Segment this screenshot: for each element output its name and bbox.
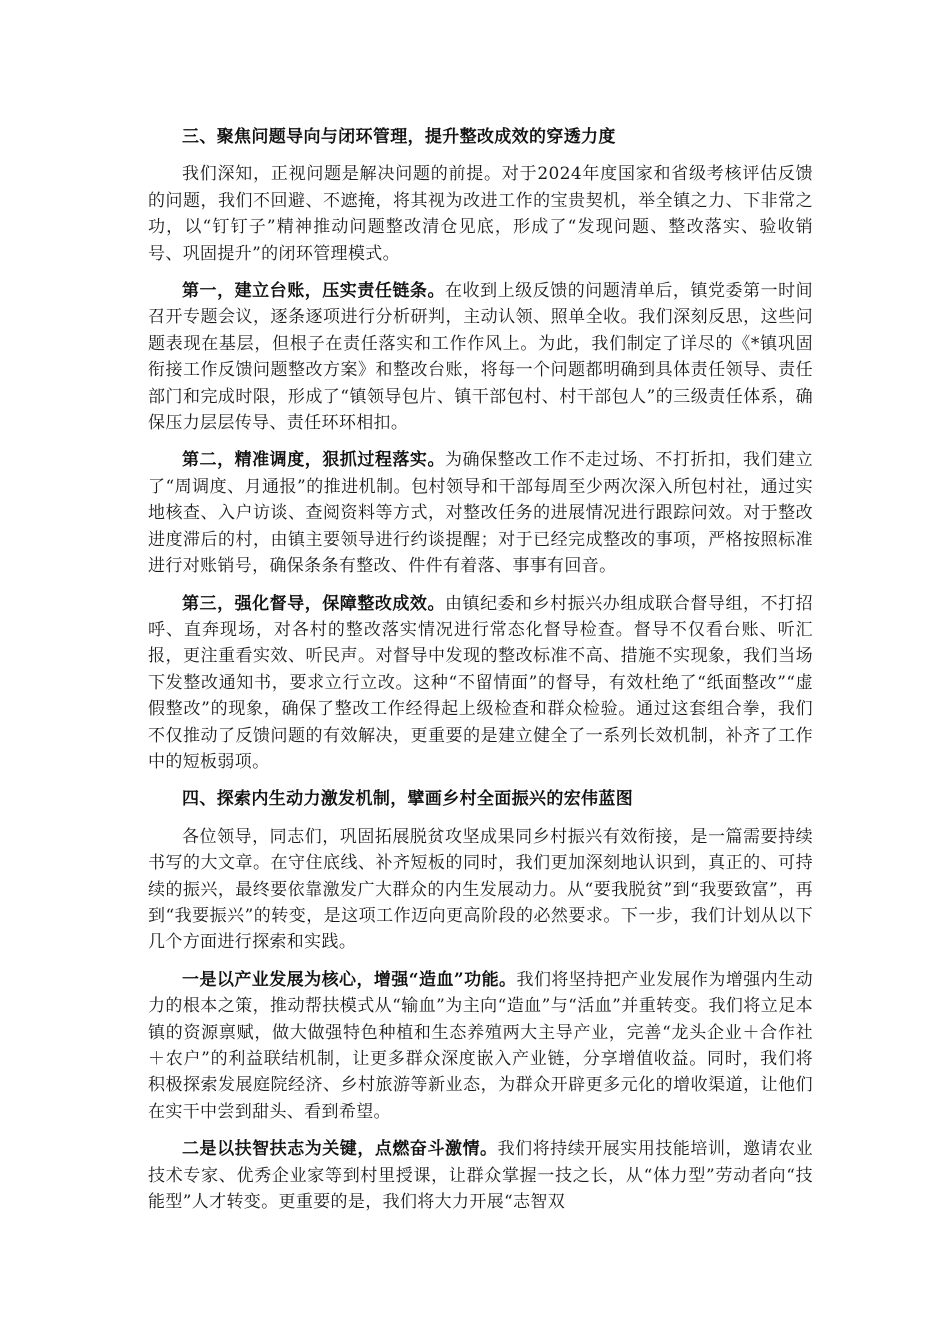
section-4-intro: 各位领导，同志们，巩固拓展脱贫攻坚成果同乡村振兴有效衔接，是一篇需要持续书写的大文章。在守住底线、补齐短板的同时，我们更加深刻地认识到，真正的、可持续的振兴，最终要依靠激发广大群众的内生发展动力。从“要我脱贫”到“我要致富”，再到“我要振兴”的转变，是这项工作迈向更高阶段的必然要求。下一步，我们计划从以下几个方面进行探索和实践。 xyxy=(148,826,813,953)
section-3-point-1 xyxy=(148,278,813,436)
point-lead: 第二，精准调度，狠抓过程落实。 xyxy=(182,450,445,471)
section-4-point-2 xyxy=(148,1136,813,1215)
section-heading-4: 四、探索内生动力激发机制，擘画乡村全面振兴的宏伟蓝图 xyxy=(182,789,634,810)
section-3-point-3 xyxy=(148,591,813,776)
section-heading-3: 三、聚焦问题导向与闭环管理，提升整改成效的穿透力度 xyxy=(182,127,616,147)
document-body xyxy=(148,124,813,1226)
section-3-point-2 xyxy=(148,447,813,579)
point-lead: 第三，强化督导，保障整改成效。 xyxy=(182,593,445,614)
section-3-intro: 我们深知，正视问题是解决问题的前提。对于2024年度国家和省级考核评估反馈的问题，我们不回避、不遮掩，将其视为改进工作的宝贵契机，举全镇之力、下非常之功，以“钉钉子”精神推动问题整改清仓见底，形成了“发现问题、整改落实、验收销号、巩固提升”的闭环管理模式。 xyxy=(148,164,813,264)
section-4-point-1 xyxy=(148,967,813,1125)
point-lead: 一是以产业发展为核心，增强“造血”功能。 xyxy=(182,969,517,990)
point-body: 在收到上级反馈的问题清单后，镇党委第一时间召开专题会议，逐条逐项进行分析研判，主动认领、照单全收。我们深刻反思，这些问题表现在基层，但根子在责任落实和工作作风上。为此，我们制定了详尽的《*镇巩固衔接工作反馈问题整改方案》和整改台账，将每一个问题都明确到具体责任领导、责任部门和完成时限，形成了“镇领导包片、镇干部包村、村干部包人”的三级责任体系，确保压力层层传导、责任环环相扣。 xyxy=(148,281,814,434)
point-body: 由镇纪委和乡村振兴办组成联合督导组，不打招呼、直奔现场，对各村的整改落实情况进行常态化督导检查。督导不仅看台账、听汇报，更注重看实效、听民声。对督导中发现的整改标准不高、措施不实现象，我们当场下发整改通知书，要求立行立改。这种“不留情面”的督导，有效杜绝了“纸面整改”“虚假整改”的现象，确保了整改工作经得起上级检查和群众检验。通过这套组合拳，我们不仅推动了反馈问题的有效解决，更重要的是建立健全了一系列长效机制，补齐了工作中的短板弱项。 xyxy=(148,593,814,772)
point-body: 我们将坚持把产业发展作为增强内生动力的根本之策，推动帮扶模式从“输血”为主向“造血”与“活血”并重转变。我们将立足本镇的资源禀赋，做大做强特色种植和生态养殖两大主导产业，完善“龙头企业＋合作社＋农户”的利益联结机制，让更多群众深度嵌入产业链，分享增值收益。同时，我们将积极探索发展庭院经济、乡村旅游等新业态，为群众开辟更多元化的增收渠道，让他们在实干中尝到甜头、看到希望。 xyxy=(148,969,813,1122)
point-lead: 二是以扶智扶志为关键，点燃奋斗激情。 xyxy=(182,1139,498,1160)
point-body: 为确保整改工作不走过场、不打折扣，我们建立了“周调度、月通报”的推进机制。包村领导和干部每周至少两次深入所包村社，通过实地核查、入户访谈、查阅资料等方式，对整改任务的进展情况进行跟踪问效。对于整改进度滞后的村，由镇主要领导进行约谈提醒；对于已经完成整改的事项，严格按照标准进行对账销号，确保条条有整改、件件有着落、事事有回音。 xyxy=(148,450,814,577)
point-body: 我们将持续开展实用技能培训，邀请农业技术专家、优秀企业家等到村里授课，让群众掌握一技之长，从“体力型”劳动者向“技能型”人才转变。更重要的是，我们将大力开展“志智双 xyxy=(148,1139,813,1213)
point-lead: 第一，建立台账，压实责任链条。 xyxy=(182,281,445,302)
